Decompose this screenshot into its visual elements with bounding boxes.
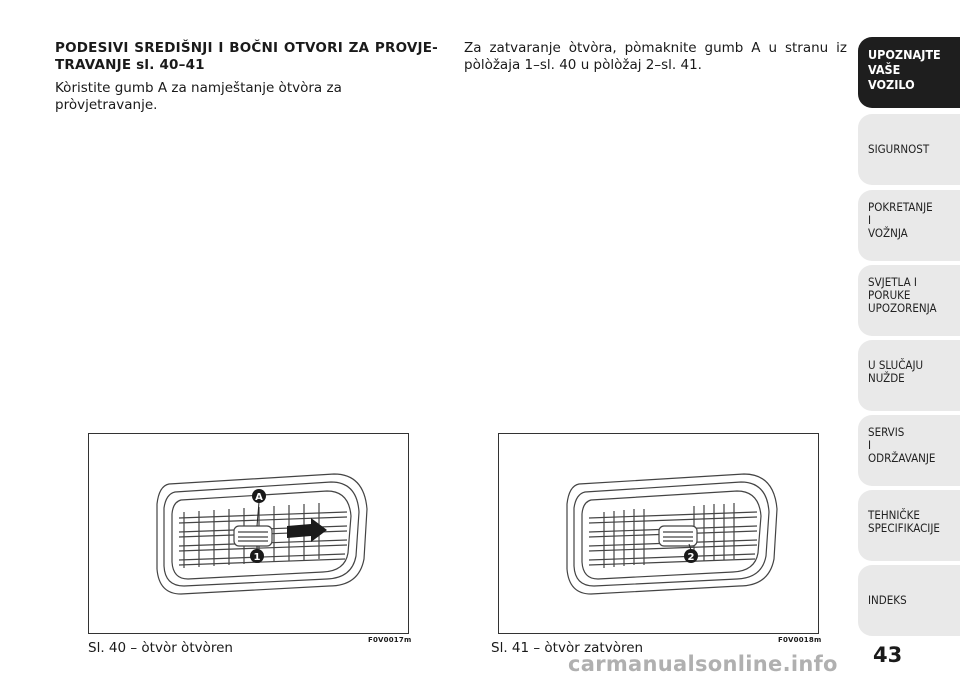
tab-label: SVJETLA I PORUKE UPOZORENJA xyxy=(868,275,937,315)
direction-arrow xyxy=(287,518,327,542)
paragraph-right: Za zatvaranje òtvòra, pòmaknite gumb A u stranu iz pòlòžaja 1–sl. 40 u pòlòžaj 2–sl. 41. xyxy=(464,40,847,73)
figure-41-code: F0V0018m xyxy=(778,636,822,644)
tab-servis-i-odrzavanje[interactable] xyxy=(858,415,960,486)
label-a: A xyxy=(255,492,263,503)
figure-41-caption: Sl. 41 – òtvòr zatvòren xyxy=(491,640,644,656)
tab-label: INDEKS xyxy=(868,593,907,607)
tab-indeks[interactable] xyxy=(858,565,960,636)
tab-label: SIGURNOST xyxy=(868,142,930,156)
tab-upoznajte-vase-vozilo[interactable] xyxy=(858,37,960,108)
vent-illustration-closed xyxy=(499,434,818,633)
tab-sigurnost[interactable] xyxy=(858,114,960,185)
tab-u-slucaju-nuzde[interactable] xyxy=(858,340,960,411)
tab-svjetla-i-poruke[interactable] xyxy=(858,265,960,336)
figure-40-caption: Sl. 40 – òtvòr òtvòren xyxy=(88,640,233,656)
vent-illustration-open xyxy=(89,434,408,633)
tab-label: UPOZNAJTE VAŠE VOZILO xyxy=(868,47,941,92)
tab-label: SERVIS I ODRŽAVANJE xyxy=(868,425,936,465)
tab-label: POKRETANJE I VOŽNJA xyxy=(868,200,933,240)
section-heading: PODESIVI SREDIŠNJI I BOČNI OTVORI ZA PROVJE-TRAVANJE sl. 40–41 xyxy=(55,40,438,73)
figure-40-vent-open xyxy=(88,433,409,634)
label-1: 1 xyxy=(253,552,261,563)
tab-tehnicke-specifikacije[interactable] xyxy=(858,490,960,561)
figure-40-code: F0V0017m xyxy=(368,636,412,644)
watermark: carmanualsonline.info xyxy=(568,652,838,676)
figure-41-vent-closed xyxy=(498,433,819,634)
paragraph-left: Kòristite gumb A za namještanje òtvòra za pròvjetravanje. xyxy=(55,80,342,113)
tab-label: U SLUČAJU NUŽDE xyxy=(868,358,924,385)
tab-pokretanje-i-voznja[interactable] xyxy=(858,190,960,261)
label-2: 2 xyxy=(687,552,695,563)
tab-label: TEHNIČKE SPECIFIKACIJE xyxy=(868,508,940,535)
page-number: 43 xyxy=(873,643,903,667)
